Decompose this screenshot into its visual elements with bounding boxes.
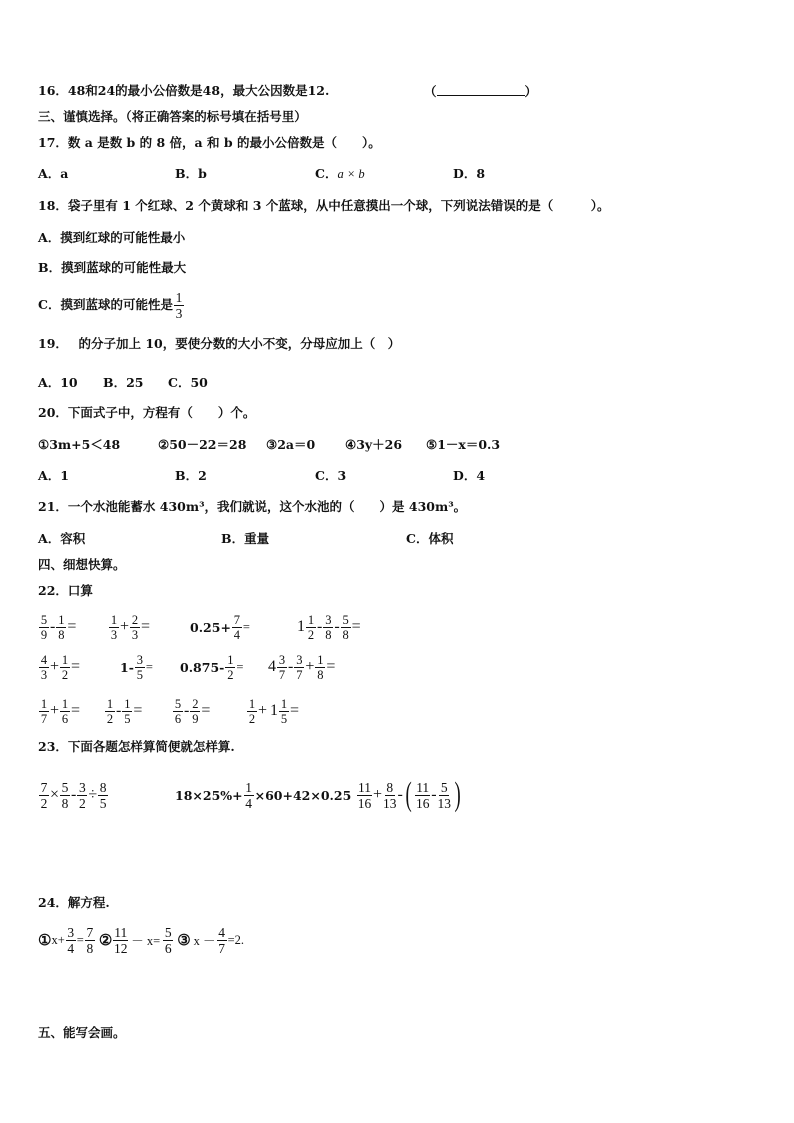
q21-question: 21．一个水池能蓄水 430m³，我们就说，这个水池的（ ）是 430m³。 <box>38 499 467 514</box>
q22-r1-a: $\frac{5}{9}$ - $\frac{1}{8}$ = <box>40 612 77 642</box>
q20-item-4: ④3y＋26 <box>345 437 403 452</box>
q17-question: 17．数 a 是数 b 的 8 倍，a 和 b 的最小公倍数是（ ）。 <box>38 135 381 150</box>
q17-option-a[interactable]: A．a <box>38 166 69 181</box>
q19-option-a[interactable]: A．10 <box>38 375 78 390</box>
q20-option-c[interactable]: C．3 <box>315 468 347 483</box>
q22-r3-b: $\frac{1}{2}$ - $\frac{1}{5}$ = <box>106 696 143 726</box>
section-5-title: 五、能写会画。 <box>38 1025 126 1040</box>
q21-option-c[interactable]: C．体积 <box>406 531 454 546</box>
section-3-title: 三、谨慎选择。（将正确答案的标号填在括号里） <box>38 109 307 124</box>
q20-item-1: ①3m+5＜48 <box>38 437 121 452</box>
q22-r1-d: 1 $\frac{1}{2}$ - $\frac{3}{8}$ - $\frac{5}{8}$ = <box>297 612 361 642</box>
q16-text: 16．48和24的最小公倍数是48，最大公因数是12. <box>38 83 330 98</box>
q22-r2-b: 1- $\frac{3}{5}$ = <box>120 652 153 682</box>
q17-option-b[interactable]: B．b <box>175 166 207 181</box>
q20-item-2: ②50－22＝28 <box>158 437 247 452</box>
q20-item-5: ⑤1－x＝0.3 <box>426 437 501 452</box>
q23-expr-2: 18×25%+ $\frac{1}{4}$ ×60+42×0.25 <box>175 779 352 811</box>
q22-r1-b: $\frac{1}{3}$ + $\frac{2}{3}$ = <box>110 612 151 642</box>
q21-option-b[interactable]: B．重量 <box>221 531 270 546</box>
q23-expr-3: $\frac{11}{16}$ + $\frac{8}{13}$ - ( $\frac{11}{16}$ - $\frac{5}{13}$ ) <box>357 776 461 813</box>
q18-c-fraction: $\frac{1}{3}$ <box>175 289 183 321</box>
q20-question: 20．下面式子中，方程有（ ）个。 <box>38 405 256 420</box>
q17-option-c-expr: a × b <box>337 167 365 181</box>
q22-r3-a: $\frac{1}{7}$ + $\frac{1}{6}$ = <box>40 696 81 726</box>
q19-question: 19． 的分子加上 10，要使分数的大小不变，分母应加上（ ） <box>38 336 401 351</box>
q22-title: 22．口算 <box>38 583 93 598</box>
q22-r2-d: 4 $\frac{3}{7}$ - $\frac{3}{7}$ + $\frac{1}{8}$ = <box>268 652 336 682</box>
q16-answer-blank[interactable]: （ ） <box>424 84 538 99</box>
q22-r3-c: $\frac{5}{6}$ - $\frac{2}{9}$ = <box>174 696 211 726</box>
q22-r1-c: 0.25+ $\frac{7}{4}$ = <box>190 612 250 642</box>
q20-option-d[interactable]: D．4 <box>453 468 486 483</box>
section-4-title: 四、细想快算。 <box>38 557 126 572</box>
q20-option-b[interactable]: B．2 <box>175 468 207 483</box>
q23-expr-1: $\frac{7}{2}$ × $\frac{5}{8}$ - $\frac{3}{2}$ ÷ $\frac{8}{5}$ <box>40 779 107 811</box>
q18-option-b[interactable]: B．摸到蓝球的可能性最大 <box>38 260 187 275</box>
q20-item-3: ③2a＝0 <box>266 437 316 452</box>
q17-option-d[interactable]: D．8 <box>453 166 486 181</box>
q23-title: 23．下面各题怎样算简便就怎样算. <box>38 739 235 754</box>
q19-option-c[interactable]: C．50 <box>168 375 208 390</box>
q20-option-a[interactable]: A．1 <box>38 468 69 483</box>
q19-option-b[interactable]: B．25 <box>103 375 144 390</box>
q22-r3-d: $\frac{1}{2}$ + 1 $\frac{1}{5}$ = <box>248 696 300 726</box>
q22-r2-c: 0.875- $\frac{1}{2}$ = <box>180 652 244 682</box>
q21-option-a[interactable]: A．容积 <box>38 531 86 546</box>
q17-option-c[interactable]: C．a × b <box>315 166 365 181</box>
q24-equations: ① x+ $\frac{3}{4}$ = $\frac{7}{8}$ ② $\frac{11}{12}$ － x= $\frac{5}{6}$ ③ x － $\frac{4}{7}$ =2. <box>38 924 244 956</box>
q18-question: 18．袋子里有 1 个红球、2 个黄球和 3 个蓝球，从中任意摸出一个球，下列说法错误的是（ ）。 <box>38 198 610 213</box>
q18-option-c[interactable]: C．摸到蓝球的可能性是 $\frac{1}{3}$ <box>38 289 183 321</box>
q24-title: 24．解方程. <box>38 895 110 910</box>
q22-r2-a: $\frac{4}{3}$ + $\frac{1}{2}$ = <box>40 652 81 682</box>
q18-option-a[interactable]: A．摸到红球的可能性最小 <box>38 230 186 245</box>
